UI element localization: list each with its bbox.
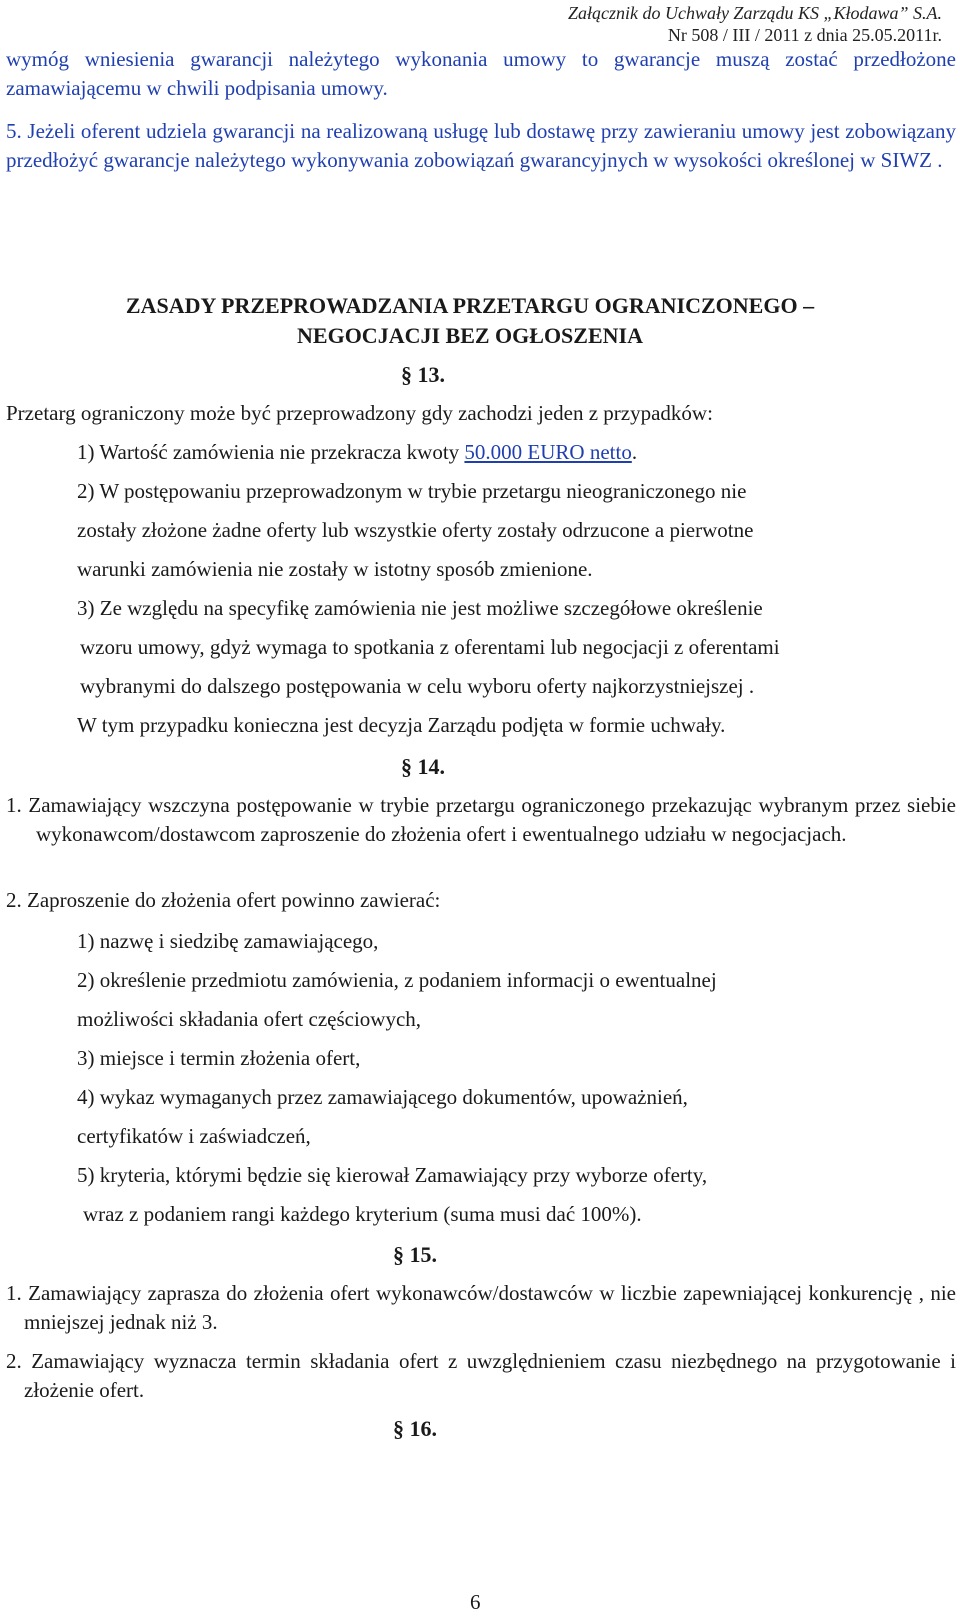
- s14-list-item-5-cont: wraz z podaniem rangi każdego kryterium (suma musi dać 100%).: [83, 1202, 642, 1226]
- paragraph-guarantee-continuation: wymóg wniesienia gwarancji należytego wykonania umowy to gwarancje muszą zostać przedłożone zamawiającemu w chwili podpisania umowy.: [6, 47, 956, 100]
- s13-item-3-line-2: wzoru umowy, gdyż wymaga to spotkania z oferentami lub negocjacji z oferentami: [80, 635, 780, 659]
- s14-list-item-5: 5) kryteria, którymi będzie się kierował Zamawiający przy wyborze oferty,: [77, 1163, 708, 1187]
- s14-list-item-1: 1) nazwę i siedzibę zamawiającego,: [77, 929, 379, 953]
- paragraph-15-heading: § 15.: [393, 1242, 437, 1267]
- s14-list-item-3: 3) miejsce i termin złożenia ofert,: [77, 1046, 361, 1070]
- paragraph-14-heading: § 14.: [401, 754, 445, 779]
- document-header: [568, 2, 942, 46]
- s14-list-item-4-cont: certyfikatów i zaświadczeń,: [77, 1124, 311, 1148]
- s15-point-1: 1. Zamawiający zaprasza do złożenia ofert wykonawców/dostawców w liczbie zapewniającej konkurencję , nie mniejszej jednak niż 3.: [6, 1281, 956, 1334]
- section-title-line-1: ZASADY PRZEPROWADZANIA PRZETARGU OGRANICZONEGO –: [125, 293, 815, 318]
- s14-list-item-2-cont: możliwości składania ofert częściowych,: [77, 1007, 422, 1031]
- s13-item-2-line-1: 2) W postępowaniu przeprowadzonym w trybie przetargu nieograniczonego nie: [77, 479, 747, 503]
- header-resolution-line: Nr 508 / III / 2011 z dnia 25.05.2011r.: [667, 25, 942, 45]
- s13-item-1-end: .: [631, 440, 638, 464]
- page-number: 6: [470, 1590, 481, 1614]
- paragraph-5-guarantee: 5. Jeżeli oferent udziela gwarancji na realizowaną usługę lub dostawę przy zawieraniu umowy jest zobowiązany przedłożyć gwarancje należytego wykonywania zobowiązań gwarancyjnych w wysokości określonej w SIWZ .: [6, 119, 956, 172]
- threshold-link[interactable]: 50.000 EURO netto: [464, 440, 632, 464]
- s13-note: W tym przypadku konieczna jest decyzja Zarządu podjęta w formie uchwały.: [77, 713, 726, 737]
- s13-intro: Przetarg ograniczony może być przeprowadzony gdy zachodzi jeden z przypadków:: [6, 401, 713, 425]
- s13-item-1-text: 1) Wartość zamówienia nie przekracza kwoty: [77, 440, 465, 464]
- s14-list-item-2: 2) określenie przedmiotu zamówienia, z podaniem informacji o ewentualnej: [77, 968, 717, 992]
- s13-item-1: [77, 439, 637, 465]
- s14-point-2: 2. Zaproszenie do złożenia ofert powinno zawierać:: [6, 888, 441, 912]
- s14-point-1: 1. Zamawiający wszczyna postępowanie w trybie przetargu ograniczonego przekazując wybranym przez siebie wykonawcom/dostawcom zaproszenie do złożenia ofert i ewentualnego udziału w negocjacjach.: [6, 793, 956, 846]
- header-attachment-line: Załącznik do Uchwały Zarządu KS „Kłodawa” S.A.: [567, 3, 942, 23]
- paragraph-16-heading: § 16.: [393, 1416, 437, 1441]
- s13-item-2-line-2: zostały złożone żadne oferty lub wszystkie oferty zostały odrzucone a pierwotne: [77, 518, 754, 542]
- paragraph-13-heading: § 13.: [401, 362, 445, 387]
- s13-item-2-line-3: warunki zamówienia nie zostały w istotny sposób zmienione.: [77, 557, 593, 581]
- section-title-line-2: NEGOCJACJI BEZ OGŁOSZENIA: [297, 323, 643, 348]
- s13-item-3-line-1: 3) Ze względu na specyfikę zamówienia nie jest możliwe szczegółowe określenie: [77, 596, 763, 620]
- s13-item-3-line-3: wybranymi do dalszego postępowania w celu wyboru oferty najkorzystniejszej .: [80, 674, 755, 698]
- s15-point-2: 2. Zamawiający wyznacza termin składania ofert z uwzględnieniem czasu niezbędnego na przygotowanie i złożenie ofert.: [6, 1349, 956, 1402]
- s14-list-item-4: 4) wykaz wymaganych przez zamawiającego dokumentów, upoważnień,: [77, 1085, 688, 1109]
